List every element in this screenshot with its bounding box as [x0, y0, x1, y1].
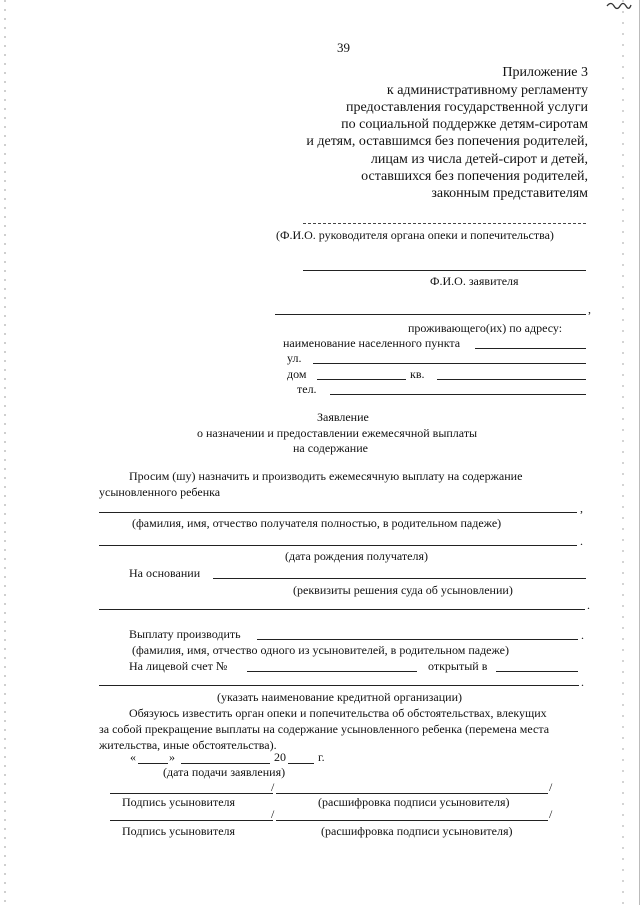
date-year-suffix: г. [318, 750, 325, 764]
signature-1-label: Подпись усыновителя [122, 795, 236, 809]
date-close-quote: » [169, 750, 175, 764]
header-line-4: по социальной поддержке детям-сиротам [341, 117, 588, 132]
birth-line-period: . [580, 534, 583, 548]
signature-2-slash: / [271, 807, 275, 821]
adopter-name-caption: (фамилия, имя, отчество одного из усыновителей, в родительном падеже) [132, 643, 509, 657]
obligation-line-3: жительства, иные обстоятельства). [99, 738, 277, 752]
header-line-6: лицам из числа детей-сирот и детей, [370, 152, 588, 167]
signature-1-transcript-field[interactable] [276, 793, 548, 794]
locality-field[interactable] [475, 348, 586, 349]
title-line-3: на содержание [293, 441, 368, 455]
date-day-field[interactable] [138, 763, 168, 764]
basis-label: На основании [129, 566, 201, 580]
account-field[interactable] [247, 671, 417, 672]
court-decision-field[interactable] [99, 609, 585, 610]
submission-date-caption: (дата подачи заявления) [163, 765, 286, 779]
title-line-2: о назначении и предоставлении ежемесячной выплаты [197, 426, 478, 440]
signature-2-field[interactable] [110, 820, 273, 821]
signature-1-slash-end: / [549, 780, 553, 794]
header-line-7: оставшихся без попечения родителей, [361, 169, 588, 184]
date-year-field[interactable] [288, 763, 314, 764]
phone-label: тел. [297, 382, 317, 396]
date-open-quote: « [130, 750, 136, 764]
title-line-1: Заявление [317, 410, 369, 424]
signature-2-transcript-caption: (расшифровка подписи усыновителя) [321, 824, 513, 838]
locality-label: наименование населенного пункта [283, 336, 461, 350]
residing-label: проживающего(их) по адресу: [408, 321, 563, 335]
page-number: 39 [337, 40, 350, 55]
phone-field[interactable] [330, 394, 586, 395]
street-field[interactable] [313, 363, 586, 364]
house-label: дом [287, 367, 307, 381]
opened-label: открытый в [428, 659, 488, 673]
opened-field[interactable] [496, 671, 578, 672]
apt-field[interactable] [437, 379, 586, 380]
court-line-period: . [587, 598, 590, 612]
basis-field[interactable] [213, 578, 586, 579]
obligation-line-2: за собой прекращение выплаты на содержание усыновленного ребенка (перемена места [99, 722, 550, 736]
header-line-1: Приложение 3 [502, 65, 588, 80]
birth-date-field[interactable] [99, 545, 577, 546]
house-field[interactable] [317, 379, 406, 380]
signature-2-transcript-field[interactable] [276, 820, 548, 821]
header-line-3: предоставления государственной услуги [346, 100, 588, 115]
credit-line-period: . [581, 675, 584, 689]
recipient-name-caption: (фамилия, имя, отчество получателя полностью, в родительном падеже) [132, 516, 502, 530]
request-line-2: усыновленного ребенка [99, 485, 221, 499]
apt-label: кв. [410, 367, 425, 381]
recipient-line-comma: , [580, 501, 583, 515]
applicant-caption: Ф.И.О. заявителя [430, 274, 519, 288]
scan-margin-left [4, 0, 6, 905]
payment-label: Выплату производить [129, 627, 241, 641]
account-label: На лицевой счет № [129, 659, 228, 673]
court-decision-caption: (реквизиты решения суда об усыновлении) [293, 583, 513, 597]
birth-date-caption: (дата рождения получателя) [285, 549, 428, 563]
applicant-extra-line[interactable] [275, 314, 586, 315]
header-line-5: и детям, оставшимся без попечения родителей, [306, 134, 588, 149]
payment-line-period: . [581, 628, 584, 642]
request-line-1: Просим (шу) назначить и производить ежемесячную выплату на содержание [129, 469, 523, 483]
payment-field[interactable] [257, 639, 578, 640]
date-year-prefix: 20 [274, 750, 286, 764]
recipient-name-field[interactable] [99, 512, 577, 513]
corner-mark-icon [606, 0, 632, 12]
date-month-field[interactable] [181, 763, 270, 764]
signature-1-field[interactable] [110, 793, 273, 794]
header-line-8: законным представителям [431, 186, 588, 201]
signature-1-slash: / [271, 780, 275, 794]
addressee-line[interactable] [303, 223, 586, 224]
credit-org-field[interactable] [99, 685, 579, 686]
signature-1-transcript-caption: (расшифровка подписи усыновителя) [318, 795, 510, 809]
credit-org-caption: (указать наименование кредитной организации) [217, 690, 462, 704]
scan-margin-right [622, 0, 624, 905]
applicant-line[interactable] [303, 270, 586, 271]
addressee-caption: (Ф.И.О. руководителя органа опеки и попечительства) [276, 228, 554, 242]
applicant-line-comma: , [588, 302, 591, 316]
header-line-2: к административному регламенту [386, 83, 588, 98]
signature-2-label: Подпись усыновителя [122, 824, 236, 838]
street-label: ул. [287, 351, 302, 365]
obligation-line-1: Обязуюсь известить орган опеки и попечительства об обстоятельствах, влекущих [129, 706, 547, 720]
signature-2-slash-end: / [549, 807, 553, 821]
